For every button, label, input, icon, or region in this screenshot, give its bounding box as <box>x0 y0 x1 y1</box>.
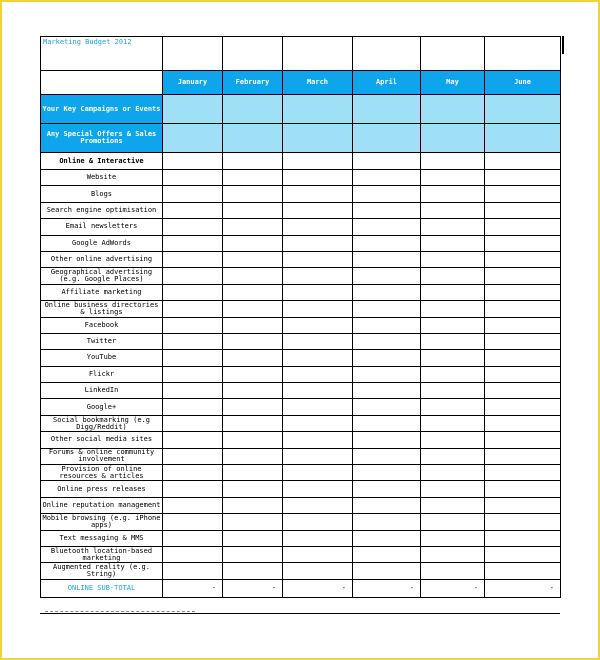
item-row <box>41 333 561 349</box>
month-header-january: January <box>163 71 223 95</box>
budget-cell[interactable] <box>223 301 283 317</box>
budget-cell[interactable] <box>283 530 353 546</box>
highlight-row <box>41 95 561 124</box>
item-row <box>41 415 561 431</box>
item-label: Mobile browsing (e.g. iPhone apps) <box>42 513 161 529</box>
budget-cell[interactable] <box>223 251 283 267</box>
budget-cell[interactable] <box>421 366 485 382</box>
budget-cell[interactable] <box>163 497 223 513</box>
budget-cell[interactable] <box>353 546 421 562</box>
item-label: Facebook <box>41 317 163 333</box>
budget-cell[interactable] <box>485 202 561 218</box>
budget-cell[interactable] <box>283 268 353 284</box>
budget-cell[interactable] <box>421 514 485 530</box>
budget-cell[interactable] <box>485 432 561 448</box>
blank-cell[interactable] <box>421 37 485 71</box>
subtotal-value: - <box>223 579 283 597</box>
budget-cell[interactable] <box>485 383 561 399</box>
budget-cell[interactable] <box>421 530 485 546</box>
budget-cell[interactable] <box>421 563 485 579</box>
item-row <box>41 546 561 562</box>
budget-cell[interactable] <box>223 432 283 448</box>
item-label: Geographical advertising (e.g. Google Places) <box>41 268 163 284</box>
budget-cell[interactable] <box>353 350 421 366</box>
budget-cell[interactable] <box>353 284 421 300</box>
item-row <box>41 268 561 284</box>
budget-cell[interactable] <box>283 317 353 333</box>
budget-cell[interactable] <box>283 465 353 481</box>
budget-cell[interactable] <box>223 268 283 284</box>
budget-cell[interactable] <box>163 546 223 562</box>
budget-cell[interactable] <box>353 465 421 481</box>
budget-cell[interactable] <box>353 448 421 464</box>
budget-cell[interactable] <box>485 301 561 317</box>
budget-cell[interactable] <box>421 284 485 300</box>
budget-cell[interactable] <box>421 317 485 333</box>
budget-cell[interactable] <box>223 317 283 333</box>
budget-cell[interactable] <box>485 333 561 349</box>
item-label: Other online advertising <box>41 251 163 267</box>
highlight-cell[interactable] <box>223 124 283 153</box>
budget-cell[interactable] <box>283 251 353 267</box>
budget-cell[interactable] <box>353 563 421 579</box>
item-row <box>41 366 561 382</box>
budget-cell[interactable] <box>283 563 353 579</box>
highlight-cell[interactable] <box>353 95 421 124</box>
budget-cell[interactable] <box>421 481 485 497</box>
budget-cell[interactable] <box>283 432 353 448</box>
blank-cell[interactable] <box>283 37 353 71</box>
item-label: Augmented reality (e.g. String) <box>41 563 163 579</box>
budget-cell[interactable] <box>485 186 561 202</box>
item-row <box>41 301 561 317</box>
item-label: Twitter <box>41 333 163 349</box>
budget-cell[interactable] <box>163 186 223 202</box>
month-header-row <box>41 71 561 95</box>
blank-cell[interactable] <box>353 37 421 71</box>
budget-cell[interactable] <box>223 170 283 186</box>
budget-cell[interactable] <box>421 350 485 366</box>
budget-cell[interactable] <box>421 251 485 267</box>
budget-cell[interactable] <box>485 415 561 431</box>
budget-cell[interactable] <box>163 350 223 366</box>
item-row <box>41 235 561 251</box>
budget-cell[interactable] <box>283 366 353 382</box>
subtotal-value: - <box>283 579 353 597</box>
budget-cell[interactable] <box>163 153 223 170</box>
item-row <box>41 497 561 513</box>
item-row <box>41 530 561 546</box>
section-header-row <box>41 153 561 170</box>
item-label: Google+ <box>41 399 163 415</box>
budget-cell[interactable] <box>163 268 223 284</box>
budget-cell[interactable] <box>421 170 485 186</box>
budget-cell[interactable] <box>353 415 421 431</box>
sheet-title: Marketing Budget 2012 <box>41 37 163 71</box>
budget-cell[interactable] <box>485 153 561 170</box>
highlight-cell[interactable] <box>223 95 283 124</box>
budget-cell[interactable] <box>283 481 353 497</box>
subtotal-value: - <box>163 579 223 597</box>
item-row <box>41 219 561 235</box>
subtotal-value: - <box>353 579 421 597</box>
subtotal-value: - <box>421 579 485 597</box>
budget-cell[interactable] <box>485 481 561 497</box>
highlight-cell[interactable] <box>283 124 353 153</box>
budget-cell[interactable] <box>163 333 223 349</box>
item-label: LinkedIn <box>41 383 163 399</box>
budget-cell[interactable] <box>283 235 353 251</box>
item-row <box>41 350 561 366</box>
budget-cell[interactable] <box>353 432 421 448</box>
budget-cell[interactable] <box>223 546 283 562</box>
budget-cell[interactable] <box>421 465 485 481</box>
budget-cell[interactable] <box>353 202 421 218</box>
item-label: YouTube <box>41 350 163 366</box>
item-label: Website <box>41 170 163 186</box>
highlight-cell[interactable] <box>163 95 223 124</box>
item-row <box>41 186 561 202</box>
budget-cell[interactable] <box>353 383 421 399</box>
budget-cell[interactable] <box>485 219 561 235</box>
subtotal-value: - <box>485 579 561 597</box>
blank-cell[interactable] <box>485 37 561 71</box>
budget-cell[interactable] <box>485 465 561 481</box>
budget-cell[interactable] <box>223 350 283 366</box>
budget-cell[interactable] <box>163 219 223 235</box>
highlight-cell[interactable] <box>283 95 353 124</box>
budget-cell[interactable] <box>223 415 283 431</box>
budget-cell[interactable] <box>421 497 485 513</box>
budget-cell[interactable] <box>283 170 353 186</box>
budget-cell[interactable] <box>223 530 283 546</box>
highlight-cell[interactable] <box>485 95 561 124</box>
month-header-march: March <box>283 71 353 95</box>
budget-cell[interactable] <box>485 399 561 415</box>
highlight-label: Any Special Offers & Sales Promotions <box>41 124 163 153</box>
budget-cell[interactable] <box>223 448 283 464</box>
budget-cell[interactable] <box>283 415 353 431</box>
budget-cell[interactable] <box>163 301 223 317</box>
item-row <box>41 284 561 300</box>
budget-cell[interactable] <box>163 415 223 431</box>
budget-cell[interactable] <box>353 268 421 284</box>
budget-cell[interactable] <box>421 219 485 235</box>
highlight-label: Your Key Campaigns or Events <box>41 95 163 124</box>
budget-cell[interactable] <box>485 268 561 284</box>
budget-cell[interactable] <box>353 170 421 186</box>
budget-cell[interactable] <box>485 251 561 267</box>
item-label: Online business directories & listings <box>41 301 163 317</box>
budget-sheet <box>40 36 561 598</box>
budget-cell[interactable] <box>283 301 353 317</box>
highlight-cell[interactable] <box>163 124 223 153</box>
budget-cell[interactable] <box>421 448 485 464</box>
budget-cell[interactable] <box>283 399 353 415</box>
highlight-row <box>41 124 561 153</box>
item-row <box>41 251 561 267</box>
budget-cell[interactable] <box>283 383 353 399</box>
budget-cell[interactable] <box>223 219 283 235</box>
subtotal-row <box>41 579 561 597</box>
item-label: Bluetooth location-based marketing <box>41 546 163 562</box>
item-label: Search engine optimisation <box>41 202 163 218</box>
highlight-cell[interactable] <box>421 124 485 153</box>
highlight-cell[interactable] <box>353 124 421 153</box>
item-label: Online reputation management <box>41 497 163 513</box>
budget-cell[interactable] <box>163 465 223 481</box>
budget-cell[interactable] <box>163 251 223 267</box>
budget-cell[interactable] <box>485 284 561 300</box>
month-header-june: June <box>485 71 561 95</box>
budget-cell[interactable] <box>421 301 485 317</box>
budget-cell[interactable] <box>223 481 283 497</box>
item-row <box>41 465 561 481</box>
item-row <box>41 170 561 186</box>
budget-cell[interactable] <box>353 514 421 530</box>
budget-cell[interactable] <box>283 546 353 562</box>
budget-cell[interactable] <box>283 514 353 530</box>
budget-cell[interactable] <box>421 235 485 251</box>
item-row <box>41 399 561 415</box>
budget-cell[interactable] <box>223 202 283 218</box>
item-label: Text messaging & MMS <box>41 530 163 546</box>
budget-cell[interactable] <box>485 514 561 530</box>
budget-cell[interactable] <box>223 366 283 382</box>
budget-cell[interactable] <box>421 268 485 284</box>
budget-cell[interactable] <box>223 497 283 513</box>
budget-cell[interactable] <box>485 350 561 366</box>
budget-cell[interactable] <box>485 448 561 464</box>
budget-cell[interactable] <box>283 219 353 235</box>
item-row <box>41 432 561 448</box>
item-label: Online press releases <box>41 481 163 497</box>
budget-cell[interactable] <box>163 317 223 333</box>
highlight-cell[interactable] <box>421 95 485 124</box>
month-header-april: April <box>353 71 421 95</box>
budget-cell[interactable] <box>283 333 353 349</box>
budget-cell[interactable] <box>223 563 283 579</box>
budget-cell[interactable] <box>163 202 223 218</box>
budget-cell[interactable] <box>283 350 353 366</box>
budget-cell[interactable] <box>163 170 223 186</box>
month-header-february: February <box>223 71 283 95</box>
budget-cell[interactable] <box>283 202 353 218</box>
budget-cell[interactable] <box>353 317 421 333</box>
budget-cell[interactable] <box>485 235 561 251</box>
item-label: Forums & online community involvement <box>41 448 163 464</box>
budget-cell[interactable] <box>353 235 421 251</box>
budget-cell[interactable] <box>353 153 421 170</box>
budget-cell[interactable] <box>485 546 561 562</box>
budget-cell[interactable] <box>163 284 223 300</box>
budget-cell[interactable] <box>163 563 223 579</box>
budget-cell[interactable] <box>421 153 485 170</box>
budget-cell[interactable] <box>283 448 353 464</box>
budget-cell[interactable] <box>223 514 283 530</box>
budget-cell[interactable] <box>353 497 421 513</box>
budget-cell[interactable] <box>163 383 223 399</box>
budget-cell[interactable] <box>223 333 283 349</box>
item-label: Google AdWords <box>41 235 163 251</box>
budget-cell[interactable] <box>485 366 561 382</box>
budget-cell[interactable] <box>485 497 561 513</box>
budget-cell[interactable] <box>223 153 283 170</box>
budget-cell[interactable] <box>353 301 421 317</box>
budget-cell[interactable] <box>283 153 353 170</box>
budget-cell[interactable] <box>421 546 485 562</box>
item-row <box>41 383 561 399</box>
budget-cell[interactable] <box>421 399 485 415</box>
budget-cell[interactable] <box>163 235 223 251</box>
budget-cell[interactable] <box>163 530 223 546</box>
budget-cell[interactable] <box>421 202 485 218</box>
item-label: Email newsletters <box>41 219 163 235</box>
item-label: Social bookmarking (e.g Digg/Reddit) <box>41 415 163 431</box>
corner-cell <box>41 71 163 95</box>
budget-cell[interactable] <box>163 432 223 448</box>
budget-cell[interactable] <box>283 186 353 202</box>
sheet-footer-fragment <box>45 611 195 614</box>
budget-cell[interactable] <box>353 399 421 415</box>
budget-cell[interactable] <box>421 415 485 431</box>
blank-cell[interactable] <box>163 37 223 71</box>
budget-cell[interactable] <box>421 186 485 202</box>
budget-cell[interactable] <box>283 284 353 300</box>
item-label: Provision of online resources & articles <box>41 465 163 481</box>
budget-cell[interactable] <box>163 514 223 530</box>
budget-cell[interactable] <box>223 383 283 399</box>
subtotal-label: ONLINE SUB-TOTAL <box>41 579 163 597</box>
item-label: Flickr <box>41 366 163 382</box>
budget-cell[interactable] <box>485 317 561 333</box>
title-row <box>41 37 561 71</box>
budget-cell[interactable] <box>283 497 353 513</box>
item-row <box>41 514 561 530</box>
budget-cell[interactable] <box>353 530 421 546</box>
item-row <box>41 481 561 497</box>
item-row <box>41 448 561 464</box>
budget-cell[interactable] <box>223 235 283 251</box>
budget-cell[interactable] <box>485 530 561 546</box>
budget-cell[interactable] <box>421 432 485 448</box>
budget-cell[interactable] <box>353 219 421 235</box>
month-header-may: May <box>421 71 485 95</box>
budget-cell[interactable] <box>223 465 283 481</box>
budget-cell[interactable] <box>421 333 485 349</box>
budget-cell[interactable] <box>163 481 223 497</box>
budget-cell[interactable] <box>353 333 421 349</box>
budget-cell[interactable] <box>163 366 223 382</box>
budget-cell[interactable] <box>353 481 421 497</box>
budget-cell[interactable] <box>163 399 223 415</box>
budget-cell[interactable] <box>223 186 283 202</box>
budget-cell[interactable] <box>353 186 421 202</box>
budget-cell[interactable] <box>485 170 561 186</box>
budget-cell[interactable] <box>485 563 561 579</box>
item-row <box>41 563 561 579</box>
item-label: Blogs <box>41 186 163 202</box>
budget-cell[interactable] <box>223 399 283 415</box>
budget-cell[interactable] <box>421 383 485 399</box>
highlight-cell[interactable] <box>485 124 561 153</box>
sheet-edge <box>562 36 564 54</box>
section-header: Online & Interactive <box>41 153 163 170</box>
budget-cell[interactable] <box>223 284 283 300</box>
item-row <box>41 202 561 218</box>
item-label: Other social media sites <box>41 432 163 448</box>
budget-cell[interactable] <box>353 366 421 382</box>
budget-cell[interactable] <box>353 251 421 267</box>
budget-cell[interactable] <box>163 448 223 464</box>
blank-cell[interactable] <box>223 37 283 71</box>
item-label: Affiliate marketing <box>41 284 163 300</box>
item-row <box>41 317 561 333</box>
